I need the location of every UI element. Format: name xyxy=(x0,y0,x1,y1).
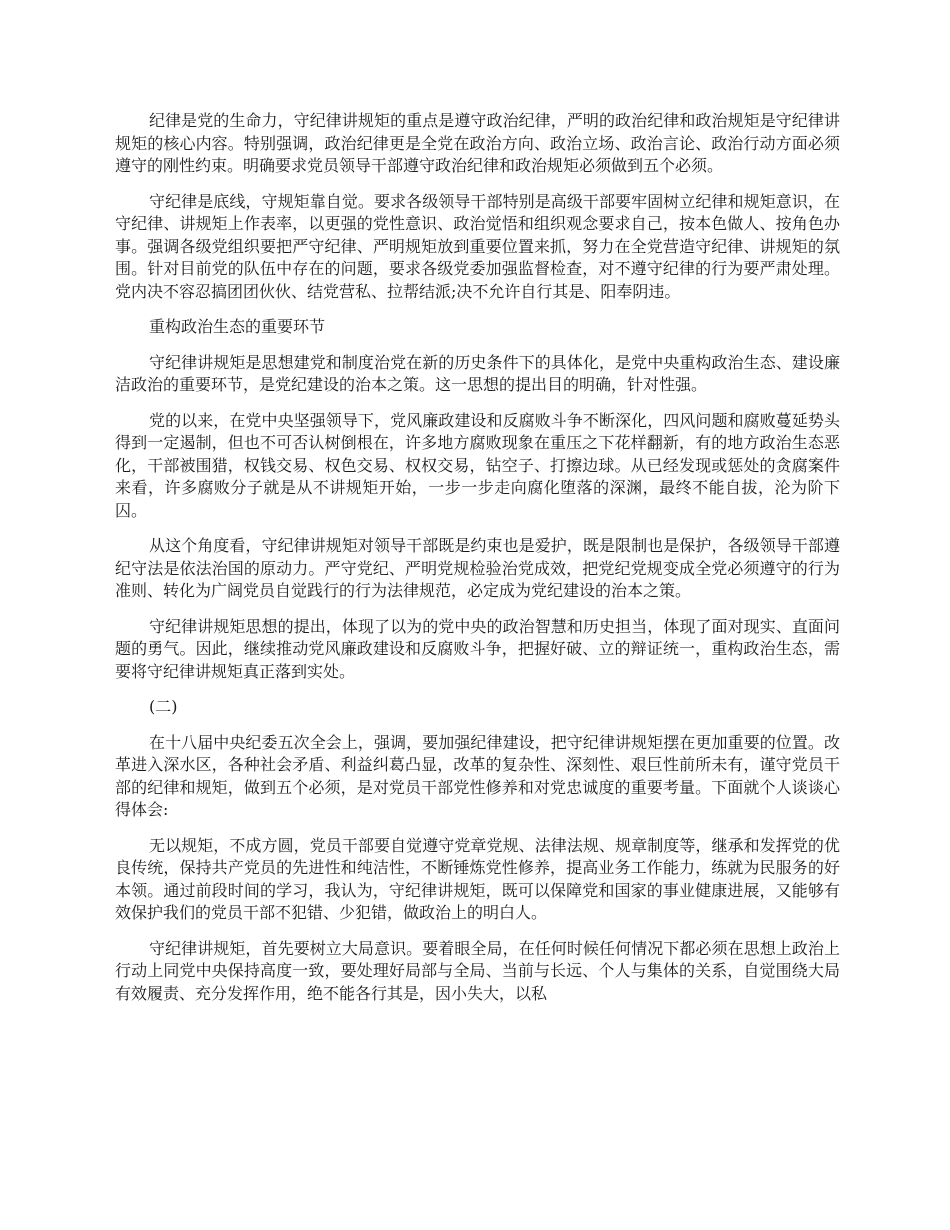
section-number: (二) xyxy=(149,697,178,716)
section-heading: 重构政治生态的重要环节 xyxy=(149,317,326,336)
paragraph-9: 守纪律讲规矩，首先要树立大局意识。要着眼全局，在任何时候任何情况下都必须在思想上政治上行动上同党中央保持高度一致，要处理好局部与全局、当前与长远、个人与集体的关系，自觉围绕大局有效履责、充分发挥作用，绝不能各行其是，因小失大，以私 xyxy=(115,938,840,1003)
paragraph-8: 无以规矩，不成方圆，党员干部要自觉遵守党章党规、法律法规、规章制度等，继承和发挥党的优良传统，保持共产党员的先进性和纯洁性，不断锤炼党性修养，提高业务工作能力，练就为民服务的好本领。通过前段时间的学习，我认为，守纪律讲规矩，既可以保障党和国家的事业健康进展，又能够有效保护我们的党员干部不犯错、少犯错，做政治上的明白人。 xyxy=(115,835,840,922)
paragraph-7: 在十八届中央纪委五次全会上，强调，要加强纪律建设，把守纪律讲规矩摆在更加重要的位置。改革进入深水区，各种社会矛盾、利益纠葛凸显，改革的复杂性、深刻性、艰巨性前所未有，谨守党员干部的纪律和规矩，做到五个必须，是对党员干部党性修养和对党忠诚度的重要考量。下面就个人谈谈心得体会: xyxy=(115,732,840,819)
paragraph-5: 从这个角度看，守纪律讲规矩对领导干部既是约束也是爱护，既是限制也是保护，各级领导干部遵纪守法是依法治国的原动力。严守党纪、严明党规检验治党成效，把党纪党规变成全党必须遵守的行为准则、转化为广阔党员自觉践行的行为法律规范，必定成为党纪建设的治本之策。 xyxy=(115,536,840,600)
paragraph-4: 党的以来，在党中央坚强领导下，党风廉政建设和反腐败斗争不断深化，四风问题和腐败蔓延势头得到一定遏制，但也不可否认树倒根在，许多地方腐败现象在重压之下花样翻新，有的地方政治生态恶化，干部被围猎，权钱交易、权色交易、权权交易，钻空子、打擦边球。从已经发现或惩处的贪腐案件来看，许多腐败分子就是从不讲规矩开始，一步一步走向腐化堕落的深渊，最终不能自拔，沦为阶下囚。 xyxy=(115,410,840,520)
paragraph-6: 守纪律讲规矩思想的提出，体现了以为的党中央的政治智慧和历史担当，体现了面对现实、直面问题的勇气。因此，继续推动党风廉政建设和反腐败斗争，把握好破、立的辩证统一，重构政治生态，需要将守纪律讲规矩真正落到实处。 xyxy=(115,616,840,681)
paragraph-3: 守纪律讲规矩是思想建党和制度治党在新的历史条件下的具体化，是党中央重构政治生态、建设廉洁政治的重要环节，是党纪建设的治本之策。这一思想的提出目的明确，针对性强。 xyxy=(115,352,840,394)
document-page xyxy=(115,110,840,1018)
paragraph-2: 守纪律是底线，守规矩靠自觉。要求各级领导干部特别是高级干部要牢固树立纪律和规矩意识，在守纪律、讲规矩上作表率，以更强的党性意识、政治觉悟和组织观念要求自己，按本色做人、按角色办事。强调各级党组织要把严守纪律、严明规矩放到重要位置来抓，努力在全党营造守纪律、讲规矩的氛围。针对目前党的队伍中存在的问题，要求各级党委加强监督检查，对不遵守纪律的行为要严肃处理。党内决不容忍搞团团伙伙、结党营私、拉帮结派;决不允许自行其是、阳奉阴违。 xyxy=(115,191,840,301)
paragraph-1: 纪律是党的生命力，守纪律讲规矩的重点是遵守政治纪律，严明的政治纪律和政治规矩是守纪律讲规矩的核心内容。特别强调，政治纪律更是全党在政治方向、政治立场、政治言论、政治行动方面必须遵守的刚性约束。明确要求党员领导干部遵守政治纪律和政治规矩必须做到五个必须。 xyxy=(115,111,840,175)
